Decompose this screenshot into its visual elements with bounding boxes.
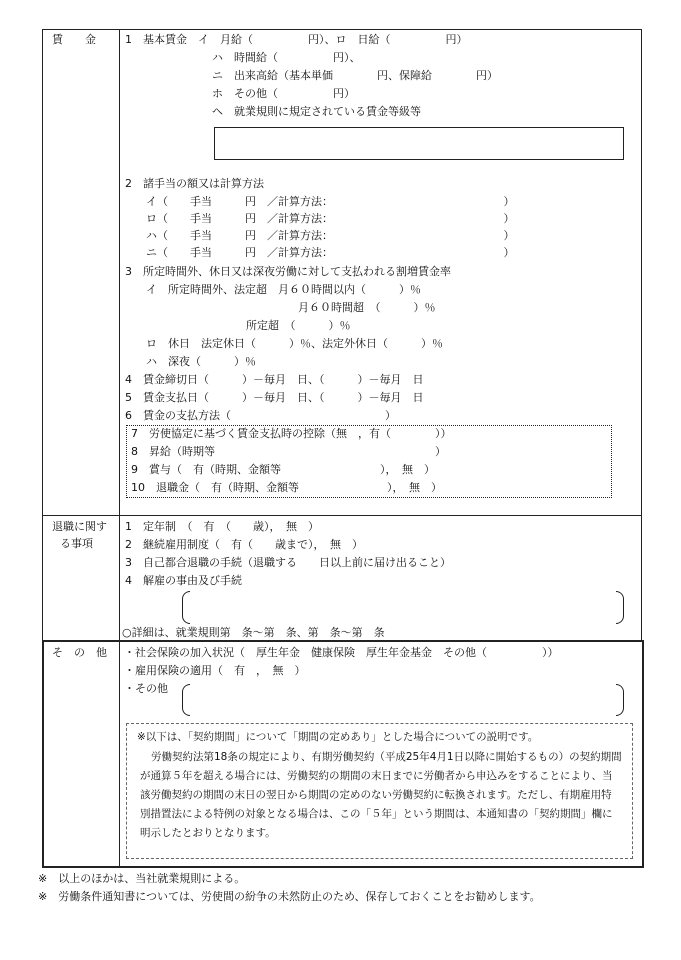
wage-piece: ニ 出来高給（基本単価 円、保障給 円） bbox=[212, 69, 498, 82]
retirement-continued: 2 継続雇用制度（ 有（ 歳まで）， 無 ） bbox=[125, 538, 363, 551]
allowance-row-4: ニ（ 手当 円 ／計算方法： ） bbox=[146, 246, 515, 259]
allowance-row-2: ロ（ 手当 円 ／計算方法： ） bbox=[146, 212, 515, 225]
footnote-1: ※ 以上のほかは、当社就業規則による。 bbox=[38, 872, 246, 885]
premium-over60: 月６０時間超 （ ）％ bbox=[298, 301, 436, 314]
allowance-row-1: イ（ 手当 円 ／計算方法： ） bbox=[146, 195, 515, 208]
table-top-line bbox=[42, 29, 642, 30]
other-right-line bbox=[642, 640, 644, 868]
allowance-row-3: ハ（ 手当 円 ／計算方法： ） bbox=[146, 229, 515, 242]
wage-closing-day: 4 賃金締切日（ ）－毎月 日、（ ）－毎月 日 bbox=[125, 373, 424, 386]
other-left-line bbox=[42, 640, 44, 868]
dismissal-bracket-left bbox=[182, 591, 190, 624]
table-left-line bbox=[42, 29, 43, 640]
retirement-heading-2: る事項 bbox=[60, 537, 93, 550]
other-bracket-right bbox=[616, 684, 624, 716]
wage-pay-method: 6 賃金の支払方法（ ） bbox=[125, 409, 396, 422]
wage-raise: 8 昇給（時期等 ） bbox=[131, 445, 446, 458]
contract-note-body: 労働契約法第18条の規定により、有期労働契約（平成25年4月1日以降に開始するもの）の契約期間が通算５年を超える場合には、労働契約の期間の末日までに労働者から申込みをすることにより、当該労働契約の期間の末日の翌日から期間の定めのない労働契約に転換されます。ただし、有期雇用特別措置法による特例の対象となる場合は、この「５年」という期間は、本通知書の「契約期間」欄に明示したとおりとなります。 bbox=[140, 751, 622, 839]
wage-grade-box[interactable] bbox=[214, 127, 624, 160]
table-right-line bbox=[641, 29, 642, 640]
retirement-age: 1 定年制 （ 有 （ 歳）， 無 ） bbox=[125, 520, 319, 533]
contract-note-title: ※以下は、「契約期間」について「期間の定めあり」とした場合についての説明です。 bbox=[137, 731, 539, 743]
row-divider-2 bbox=[42, 640, 644, 642]
wage-bonus: 9 賞与（ 有（時期、金額等 ）， 無 ） bbox=[131, 463, 435, 476]
row-divider-1 bbox=[42, 515, 642, 516]
wage-hourly: ハ 時間給（ 円）、 bbox=[212, 51, 361, 64]
retirement-dismissal: 4 解雇の事由及び手続 bbox=[125, 574, 242, 587]
other-misc: ・その他 bbox=[124, 682, 168, 695]
column-divider bbox=[119, 29, 120, 868]
other-bracket-left bbox=[182, 684, 190, 716]
premium-holiday: ロ 休日 法定休日（ ）％、法定外休日（ ）％ bbox=[146, 337, 443, 350]
premium-night: ハ 深夜（ ）％ bbox=[146, 355, 256, 368]
wage-grade: ヘ 就業規則に規定されている賃金等級等 bbox=[212, 105, 421, 118]
wage-heading: 賃 金 bbox=[52, 33, 96, 46]
other-heading: そ の 他 bbox=[52, 646, 107, 659]
footnote-2: ※ 労働条件通知書については、労使間の紛争の未然防止のため、保存しておくことをお勧めします。 bbox=[38, 890, 541, 903]
employment-insurance: ・雇用保険の適用（ 有 ， 無 ） bbox=[124, 664, 306, 677]
premium-scheduled: 所定超 （ ）％ bbox=[246, 319, 351, 332]
social-insurance: ・社会保険の加入状況（ 厚生年金 健康保険 厚生年金基金 その他（ ）） bbox=[124, 646, 559, 659]
premium-title: 3 所定時間外、休日又は深夜労働に対して支払われる割増賃金率 bbox=[125, 265, 451, 278]
wage-deduction: 7 労使協定に基づく賃金支払時の控除（無 ，有（ ）） bbox=[131, 427, 452, 440]
retirement-voluntary: 3 自己都合退職の手続（退職する 日以上前に届け出ること） bbox=[125, 556, 451, 569]
retirement-heading-1: 退職に関す bbox=[52, 520, 107, 533]
dismissal-bracket-right bbox=[616, 591, 624, 624]
wage-other: ホ その他（ 円） bbox=[212, 87, 355, 100]
table-bottom-line bbox=[42, 866, 644, 868]
wage-pay-day: 5 賃金支払日（ ）－毎月 日、（ ）－毎月 日 bbox=[125, 391, 424, 404]
wage-retirement-allowance: 10 退職金（ 有（時期、金額等 ）， 無 ） bbox=[131, 481, 442, 494]
allowance-title: 2 諸手当の額又は計算方法 bbox=[125, 177, 264, 190]
wage-basic: 1 基本賃金 イ 月給（ 円）、ロ 日給（ 円） bbox=[125, 33, 468, 46]
premium-overtime: イ 所定時間外、法定超 月６０時間以内（ ）％ bbox=[146, 283, 421, 296]
retirement-detail: ○詳細は、就業規則第 条～第 条、第 条～第 条 bbox=[122, 626, 385, 639]
